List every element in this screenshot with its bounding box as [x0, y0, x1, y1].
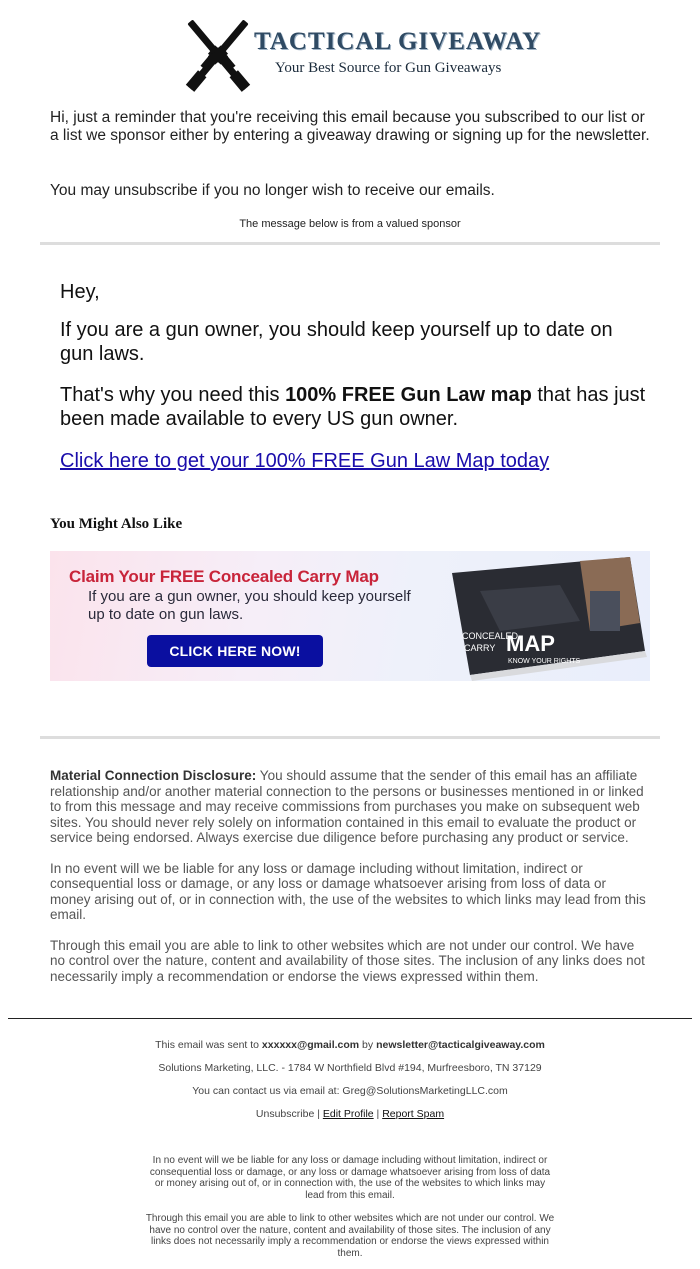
footer-fine-print-2: Through this email you are able to link to other websites which are not under our control. We have no control over the nature, content and availability of those sites. The inclusion of any links does not necessarily imply a recommendation or endorse the views expressed within them. [145, 1213, 555, 1259]
concealed-carry-map-banner[interactable] [50, 551, 650, 681]
footer-contact: You can contact us via email at: Greg@SolutionsMarketingLLC.com [192, 1085, 508, 1097]
disclosure-paragraph-3: Through this email you are able to link to other websites which are not under our control. We have no control over the nature, content and availability of those sites. The inclusion of any links does not necessarily imply a recommendation or endorse the views expressed within them. [50, 937, 645, 984]
sent-by: by [359, 1039, 377, 1051]
message-paragraph-1: If you are a gun owner, you should keep yourself up to date on gun laws. [60, 319, 613, 365]
book-line-carry: CARRY [464, 643, 496, 653]
message-paragraph-2 [60, 383, 650, 431]
book-line-map: MAP [506, 631, 555, 656]
footer-divider [8, 1018, 692, 1019]
click-here-now-button[interactable]: CLICK HERE NOW! [147, 635, 323, 667]
disclosure-paragraph-1 [50, 768, 650, 846]
banner-title: Claim Your FREE Concealed Carry Map [69, 567, 379, 586]
brand-tagline: Your Best Source for Gun Giveaways [275, 60, 502, 76]
brand-logo [158, 10, 548, 100]
book-line-concealed: CONCEALED [462, 631, 519, 641]
link-separator: | [373, 1108, 383, 1120]
gun-law-map-link[interactable]: Click here to get your 100% FREE Gun Law Map today [60, 450, 550, 472]
divider [40, 736, 660, 739]
intro-unsubscribe-note: You may unsubscribe if you no longer wish to receive our emails. [50, 182, 495, 199]
sender-email: newsletter@tacticalgiveaway.com [376, 1039, 545, 1051]
disclosure-text: You should assume that the sender of this email has an affiliate relationship and/or another material connection to the persons or businesses mentioned in or linked to from this message and may receive commissions from purchases you make on subsequent web sites. You should never rely solely on information contained in this email to evaluate the product or service being endorsed. Always exercise due diligence before purchasing any product or service. [50, 768, 644, 845]
message-bold-offer: 100% FREE Gun Law map [285, 384, 532, 406]
footer-address: Solutions Marketing, LLC. - 1784 W Northfield Blvd #194, Murfreesboro, TN 37129 [158, 1062, 542, 1074]
report-spam-link[interactable]: Report Spam [382, 1108, 445, 1120]
sponsor-note: The message below is from a valued sponsor [239, 218, 461, 230]
banner-subtitle: If you are a gun owner, you should keep yourself up to date on gun laws. [88, 588, 411, 623]
disclosure-section [50, 768, 650, 999]
unsubscribe-link[interactable]: Unsubscribe [255, 1108, 315, 1120]
also-like-heading: You Might Also Like [50, 516, 183, 532]
recipient-email: xxxxxx@gmail.com [261, 1039, 360, 1051]
edit-profile-link[interactable]: Edit Profile [322, 1108, 374, 1120]
message-text-before: That's why you need this [60, 384, 286, 406]
link-separator: | [314, 1108, 323, 1120]
map-book-image [440, 551, 650, 681]
message-greeting: Hey, [60, 281, 100, 303]
message-text-after: that has just been made available to every US gun owner. [60, 384, 646, 430]
brand-name: TACTICAL GIVEAWAY [254, 28, 542, 55]
footer-links [0, 1107, 700, 1130]
footer [0, 1038, 700, 1130]
disclosure-label: Material Connection Disclosure: [50, 768, 257, 783]
sent-prefix: This email was sent to [155, 1039, 262, 1051]
footer-sent-line [0, 1038, 700, 1061]
book-line-rights: KNOW YOUR RIGHTS [508, 658, 581, 665]
footer-fine-print-1: In no event will we be liable for any loss or damage including without limitation, indirect or consequential loss or damage, or any loss or damage whatsoever arising from loss of data or money arising out of, or in connection with, the use of the websites to which links may lead from this email. [149, 1155, 551, 1201]
divider [40, 242, 660, 245]
disclosure-paragraph-2: In no event will we be liable for any loss or damage including without limitation, indirect or consequential loss or damage, or any loss or damage whatsoever arising from loss of data or money arising out of, or in connection with, the use of the websites to which links may lead from this email. [50, 860, 646, 922]
intro-reminder: Hi, just a reminder that you're receiving this email because you subscribed to our list or a list we sponsor either by entering a giveaway drawing or signing up for the newsletter. [50, 109, 650, 144]
